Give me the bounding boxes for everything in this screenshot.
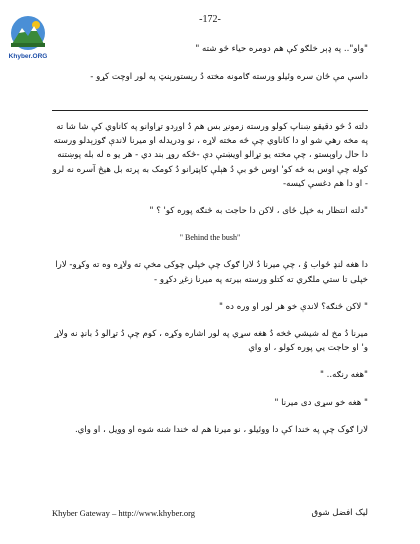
paragraph-3: ميرنا دُ مخ له شيشي څخه دُ هغه سړي په لور اشاره وکړه ، کوم چې دُ تړالو دُ بانډ نه ولاړ و' او حاجت يي پوره کولو ، او واي (54, 329, 368, 354)
footer (52, 508, 368, 522)
paragraph-1: دلته دُ څو دقيقو ښناپ کولو ورسته زمونږ بس هم دُ اوږدو تړاوانو په کاناوي کې شا شا ته په مخه رهي شو او دا کاناوي چې څه مخته لاړه ، نو ودريدله او ميرنا لاندې ګوزېدلو ورسته دا حال راوېستو ، چې مخته يو تړالو اويښتې دې -څکه روړ بند دي - هر يو ه له بله پوښتنه کوله چې اوس به څه کو' اوس څو بې دُ هېلې کاپټرانو دُ کومک به پرته بل هيڅ آسره نه لرو - او دا هم دغسې کيسه- (52, 122, 368, 189)
khyber-logo[interactable] (6, 14, 50, 60)
logo-text: Khyber.ORG (8, 53, 48, 60)
paragraph-2: دا هغه لنډ ځواب وُ ، چې ميرنا دُ لارا ګوک چې خپلي چوکی مخې ته ولاړه وه ته وکړو- لارا خپلی تا ستي ملګري ته کتلو ورسته بيرته په ميرنا زغږ دکړو - (55, 260, 368, 285)
body-section (52, 120, 368, 437)
paragraph-4: لارا ګوک چې په خندا کې دا ووئيلو ، نو ميرنا هم له خندا شنه شوه او وويل ، او واي. (74, 424, 368, 435)
page-number: -172- (199, 14, 221, 25)
section-divider (52, 110, 368, 111)
footer-site-link[interactable]: Khyber Gateway – http://www.khyber.org (52, 508, 196, 518)
top-line-1: "واو".. په ډېر خلګو کې هم دومره حياء څو شته " (195, 44, 368, 54)
top-line-2: داسې مې ځان سره وئيلو ورسته ګامونه مخته دُ رېستورېنټ په لور اوچت کړو - (90, 72, 368, 83)
quote-1: "دلته انتظار به خپل ځای ، لاکن دا حاجت به څنګه پوره کو' ؟ " (149, 206, 368, 217)
quote-3: "هغه رنګه.. " (319, 370, 368, 381)
footer-author: ليک افضل شوق (311, 508, 368, 518)
logo-mountain-icon (6, 14, 50, 52)
top-section (52, 36, 368, 84)
english-quote: " Behind the bush" (179, 233, 241, 243)
quote-2: " لاکن څنګه؟ لاندې خو هر لور او وره ده " (218, 301, 368, 312)
quote-4: " هغه خو سړی دی ميرنا " (274, 397, 368, 408)
